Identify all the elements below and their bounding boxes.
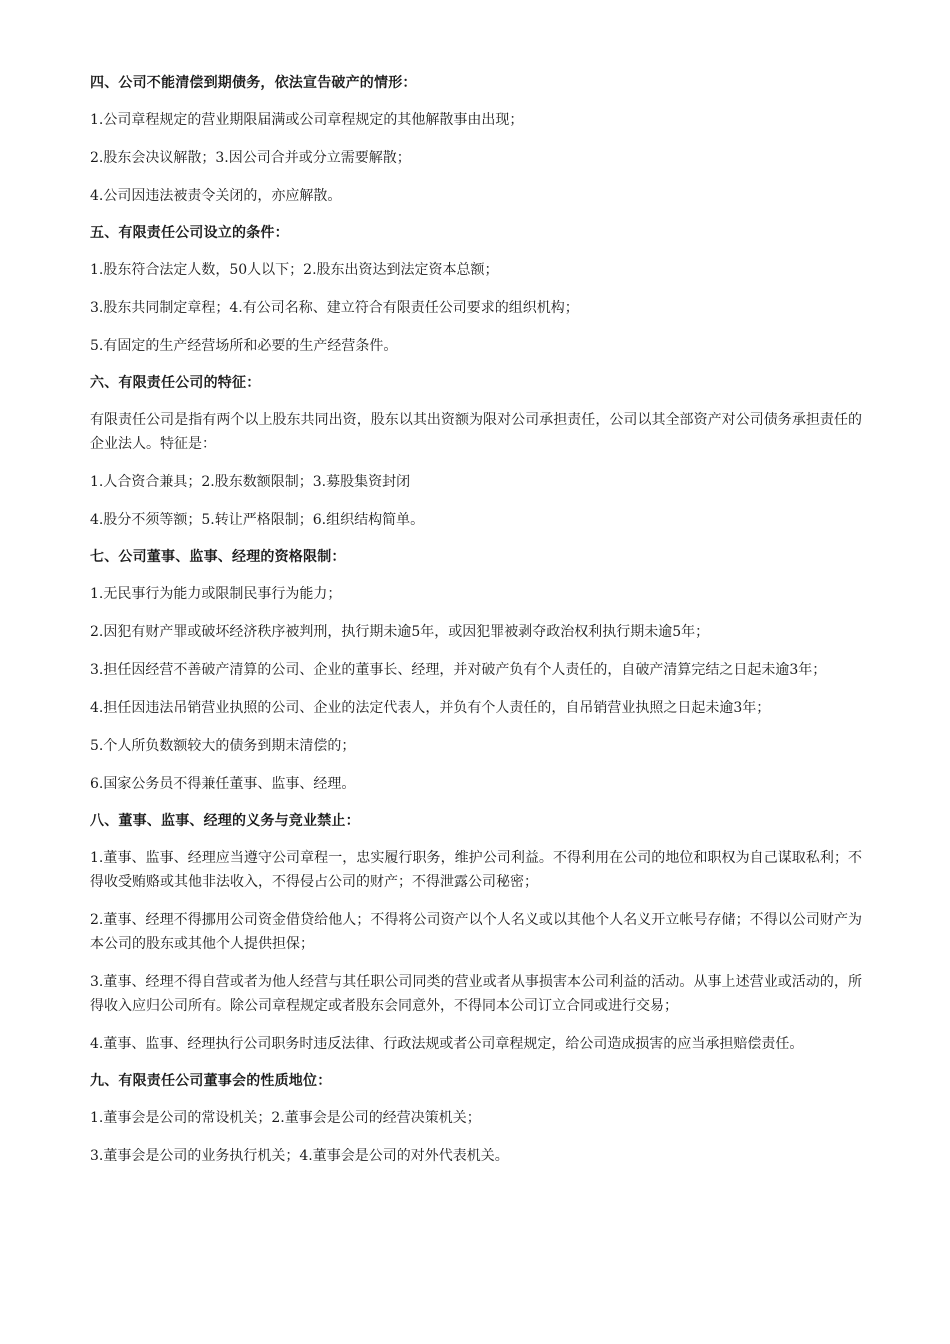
paragraph: 1.董事会是公司的常设机关；2.董事会是公司的经营决策机关； — [90, 1110, 481, 1126]
paragraph: 2.董事、经理不得挪用公司资金借贷给他人；不得将公司资产以个人名义或以其他个人名义开立帐号存储；不得以公司财产为本公司的股东或其他个人提供担保； — [90, 912, 862, 952]
paragraph: 5.个人所负数额较大的债务到期末清偿的； — [90, 738, 356, 754]
section-heading-5: 五、有限责任公司设立的条件： — [90, 225, 289, 241]
paragraph: 4.董事、监事、经理执行公司职务时违反法律、行政法规或者公司章程规定，给公司造成损害的应当承担赔偿责任。 — [90, 1036, 804, 1052]
paragraph: 3.董事、经理不得自营或者为他人经营与其任职公司同类的营业或者从事损害本公司利益的活动。从事上述营业或活动的，所得收入应归公司所有。除公司章程规定或者股东会同意外，不得同本公司订立合同或进行交易； — [90, 974, 862, 1014]
document-page — [90, 72, 862, 1182]
paragraph: 5.有固定的生产经营场所和必要的生产经营条件。 — [90, 338, 398, 354]
paragraph: 3.董事会是公司的业务执行机关；4.董事会是公司的对外代表机关。 — [90, 1148, 509, 1164]
paragraph: 2.股东会决议解散；3.因公司合并或分立需要解散； — [90, 150, 411, 166]
paragraph: 3.股东共同制定章程；4.有公司名称、建立符合有限责任公司要求的组织机构； — [90, 300, 579, 316]
paragraph: 有限责任公司是指有两个以上股东共同出资，股东以其出资额为限对公司承担责任，公司以其全部资产对公司债务承担责任的企业法人。特征是： — [90, 412, 862, 452]
section-heading-6: 六、有限责任公司的特征： — [90, 375, 261, 391]
section-heading-9: 九、有限责任公司董事会的性质地位： — [90, 1073, 332, 1089]
paragraph: 4.股分不须等额；5.转让严格限制；6.组织结构简单。 — [90, 512, 425, 528]
paragraph: 4.担任因违法吊销营业执照的公司、企业的法定代表人，并负有个人责任的，自吊销营业执照之日起未逾3年； — [90, 700, 771, 716]
paragraph: 6.国家公务员不得兼任董事、监事、经理。 — [90, 776, 356, 792]
paragraph: 4.公司因违法被责令关闭的，亦应解散。 — [90, 188, 342, 204]
paragraph: 1.公司章程规定的营业期限届满或公司章程规定的其他解散事由出现； — [90, 112, 524, 128]
paragraph: 1.董事、监事、经理应当遵守公司章程一，忠实履行职务，维护公司利益。不得利用在公司的地位和职权为自己谋取私利；不得收受贿赂或其他非法收入，不得侵占公司的财产；不得泄露公司秘密； — [90, 850, 862, 890]
paragraph: 2.因犯有财产罪或破坏经济秩序被判刑，执行期未逾5年，或因犯罪被剥夺政治权利执行期未逾5年； — [90, 624, 710, 640]
paragraph: 3.担任因经营不善破产清算的公司、企业的董事长、经理，并对破产负有个人责任的，自破产清算完结之日起未逾3年； — [90, 662, 827, 678]
paragraph: 1.人合资合兼具；2.股东数额限制；3.募股集资封闭 — [90, 474, 411, 490]
paragraph: 1.股东符合法定人数，50人以下；2.股东出资达到法定资本总额； — [90, 262, 499, 278]
section-heading-4: 四、公司不能清偿到期债务，依法宣告破产的情形： — [90, 75, 417, 91]
section-heading-8: 八、董事、监事、经理的义务与竞业禁止： — [90, 813, 360, 829]
paragraph: 1.无民事行为能力或限制民事行为能力； — [90, 586, 342, 602]
section-heading-7: 七、公司董事、监事、经理的资格限制： — [90, 549, 346, 565]
